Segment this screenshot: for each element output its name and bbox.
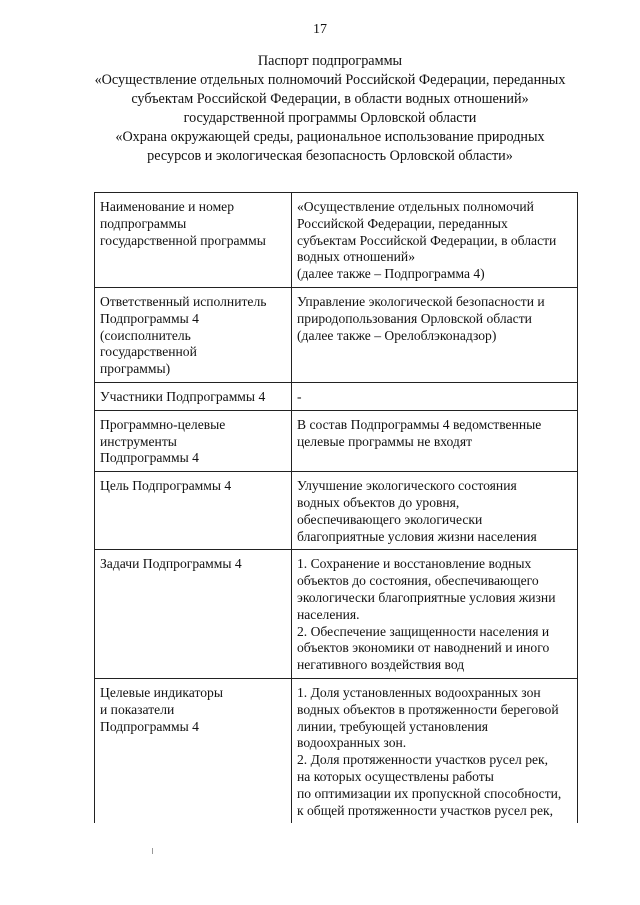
cell-line: инструменты — [100, 433, 177, 449]
cell-line: В состав Подпрограммы 4 ведомственные — [297, 416, 542, 432]
cell-line: (соисполнитель — [100, 327, 191, 343]
row-name-cell — [95, 550, 292, 679]
cell-line: Целевые индикаторы — [100, 684, 223, 700]
heading-line: субъектам Российской Федерации, в области водных отношений» — [131, 91, 529, 107]
row-value-cell — [292, 550, 578, 679]
heading-line: государственной программы Орловской области — [183, 110, 477, 126]
cell-line: 2. Обеспечение защищенности населения и — [297, 623, 550, 639]
cell-line: линии, требующей установления — [297, 718, 489, 734]
row-name-cell — [95, 472, 292, 550]
cell-line: населения. — [297, 606, 360, 622]
cell-line: - — [297, 388, 302, 404]
cell-line: целевые программы не входят — [297, 433, 473, 449]
cell-line: (далее также – Подпрограмма 4) — [297, 266, 485, 282]
cell-line: Участники Подпрограммы 4 — [100, 388, 266, 404]
cell-line: 1. Сохранение и восстановление водных — [297, 556, 532, 572]
cell-line: водных отношений» — [297, 249, 416, 265]
cell-line: объектов до состояния, обеспечивающего — [297, 573, 539, 589]
cell-line: объектов экономики от наводнений и иного — [297, 640, 550, 656]
page-number: 17 — [313, 22, 327, 37]
cell-line: природопользования Орловской области — [297, 310, 532, 326]
cell-line: экологически благоприятные условия жизни — [297, 589, 556, 605]
heading-line: Паспорт подпрограммы — [257, 53, 403, 69]
cell-line: водных объектов в протяженности береговой — [297, 701, 559, 717]
cell-line: Цель Подпрограммы 4 — [100, 478, 232, 494]
table-row — [95, 472, 578, 550]
cell-line: 2. Доля протяженности участков русел рек, — [297, 752, 549, 768]
cell-line: (далее также – Орелоблэконадзор) — [297, 327, 497, 343]
row-name-cell — [95, 382, 292, 410]
cell-line: Подпрограммы 4 — [100, 718, 199, 734]
table-row — [95, 287, 578, 382]
passport-table — [94, 192, 578, 823]
cell-line: государственной — [100, 344, 197, 360]
row-value-cell — [292, 382, 578, 410]
table-row — [95, 678, 578, 823]
cell-line: по оптимизации их пропускной способности, — [297, 785, 562, 801]
cell-line: «Осуществление отдельных полномочий — [297, 199, 534, 214]
row-name-cell — [95, 678, 292, 823]
table-row — [95, 193, 578, 288]
cell-line: к общей протяженности участков русел рек, — [297, 802, 554, 818]
row-value-cell — [292, 287, 578, 382]
table-row — [95, 382, 578, 410]
cell-line: обеспечивающего экологически — [297, 511, 483, 527]
heading-line: ресурсов и экологическая безопасность Орловской области» — [147, 148, 513, 164]
cell-line: субъектам Российской Федерации, в области — [297, 232, 557, 248]
cell-line: Улучшение экологического состояния — [297, 478, 517, 494]
row-name-cell — [95, 193, 292, 288]
cell-line: Управление экологической безопасности и — [297, 293, 545, 309]
cell-line: Программно-целевые — [100, 416, 226, 432]
cell-line: 1. Доля установленных водоохранных зон — [297, 684, 541, 700]
document-heading — [60, 52, 600, 166]
row-value-cell — [292, 472, 578, 550]
table-row — [95, 410, 578, 471]
table-row — [95, 550, 578, 679]
cell-line: Подпрограммы 4 — [100, 450, 199, 466]
heading-line: «Охрана окружающей среды, рациональное использование природных — [115, 129, 545, 145]
cell-line: негативного воздействия вод — [297, 657, 465, 673]
cell-line: и показатели — [100, 701, 175, 717]
cell-line: государственной программы — [100, 232, 266, 248]
cell-line: подпрограммы — [100, 215, 187, 231]
cell-line: Наименование и номер — [100, 199, 235, 214]
cell-line: водных объектов до уровня, — [297, 494, 460, 510]
cell-line: Ответственный исполнитель — [100, 293, 267, 309]
row-value-cell — [292, 410, 578, 471]
cell-line: водоохранных зон. — [297, 735, 407, 751]
cell-line: Задачи Подпрограммы 4 — [100, 556, 242, 572]
cell-line: на которых осуществлены работы — [297, 768, 494, 784]
row-value-cell — [292, 193, 578, 288]
cell-line: Российской Федерации, переданных — [297, 215, 508, 231]
row-name-cell — [95, 287, 292, 382]
row-value-cell — [292, 678, 578, 823]
cell-line: Подпрограммы 4 — [100, 310, 199, 326]
cell-line: программы) — [100, 361, 171, 377]
cell-line: благоприятные условия жизни населения — [297, 528, 537, 544]
heading-line: «Осуществление отдельных полномочий Российской Федерации, переданных — [94, 72, 566, 88]
scan-mark — [152, 848, 153, 854]
row-name-cell — [95, 410, 292, 471]
